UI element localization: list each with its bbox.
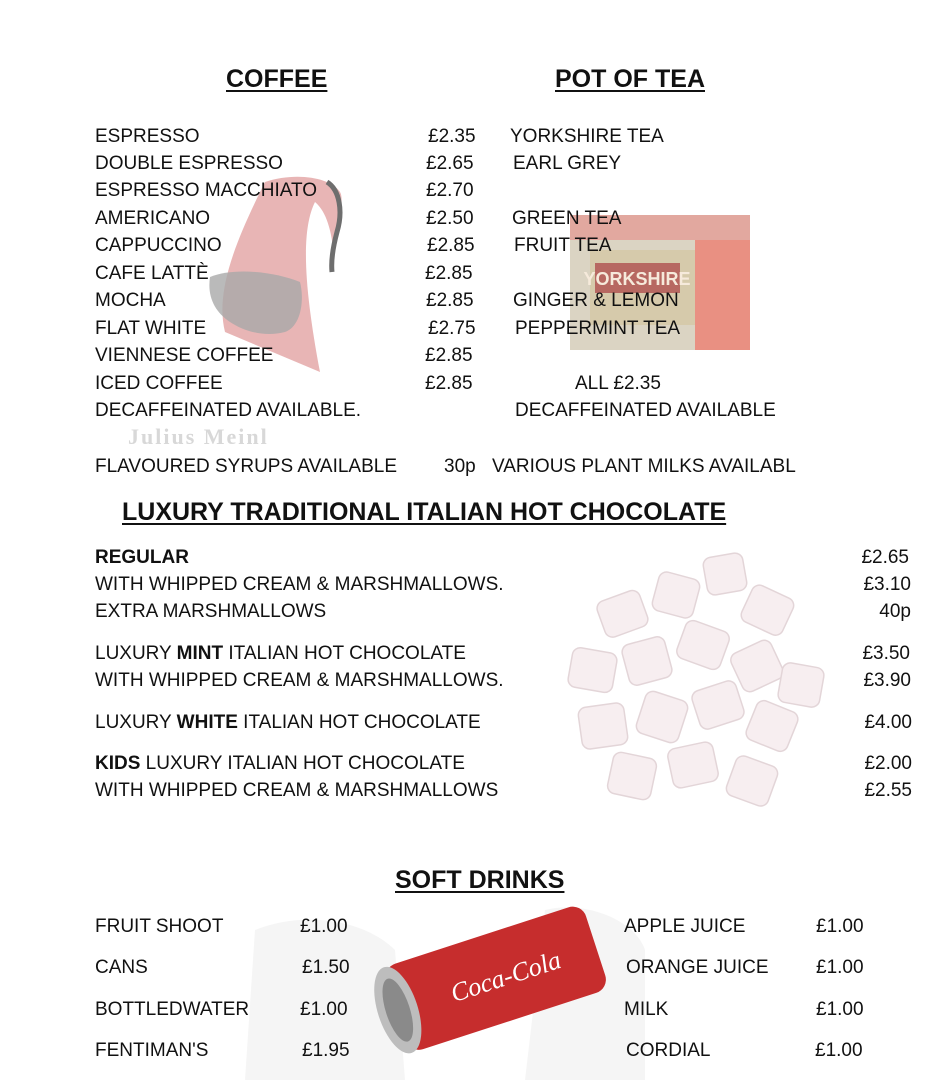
coffee-item-name: ESPRESSO MACCHIATO: [95, 180, 318, 201]
soft-drink-name: MILK: [624, 999, 669, 1020]
hc-kids-bold: KIDS: [95, 753, 141, 774]
coffee-item-price: £2.35: [428, 126, 476, 147]
tea-decaf-note: DECAFFEINATED AVAILABLE: [515, 400, 776, 421]
coffee-heading: COFFEE: [226, 65, 328, 93]
hc-white-label: [95, 712, 481, 734]
coffee-item-price: £2.65: [426, 153, 474, 174]
tea-item: GREEN TEA: [512, 208, 622, 229]
coffee-item-price: £2.85: [425, 345, 473, 366]
hc-kids-cream-label: WITH WHIPPED CREAM & MARSHMALLOWS: [95, 780, 499, 801]
tea-item: PEPPERMINT TEA: [515, 318, 681, 339]
tea-heading: POT OF TEA: [555, 65, 705, 93]
coffee-item-price: £2.85: [426, 290, 474, 311]
soft-drink-name: CORDIAL: [626, 1040, 711, 1061]
soft-drink-name: FRUIT SHOOT: [95, 916, 224, 937]
hc-white-post: ITALIAN HOT CHOCOLATE: [237, 712, 481, 733]
tea-item: GINGER & LEMON: [513, 290, 679, 311]
coffee-item-name: DOUBLE ESPRESSO: [95, 153, 283, 174]
coffee-item-name: VIENNESE COFFEE: [95, 345, 274, 366]
tea-box-brand: YORKSHIRE: [583, 269, 691, 289]
syrups-price: 30p: [444, 456, 476, 477]
tea-item: FRUIT TEA: [514, 235, 612, 256]
tea-all-price: ALL £2.35: [575, 373, 661, 394]
coffee-item-price: £2.70: [426, 180, 474, 201]
soft-drink-price: £1.00: [300, 999, 348, 1020]
soft-drink-price: £1.95: [302, 1040, 350, 1061]
coffee-item-name: ESPRESSO: [95, 126, 200, 147]
coffee-item-name: MOCHA: [95, 290, 166, 311]
hc-mint-label: [95, 643, 466, 665]
can-brand: Coca-Cola: [446, 945, 565, 1009]
tea-item: YORKSHIRE TEA: [510, 126, 664, 147]
coffee-item-price: £2.75: [428, 318, 476, 339]
hc-regular-cream-price: £3.10: [863, 574, 911, 595]
coffee-item-name: CAFE LATTÈ: [95, 263, 209, 284]
coffee-item-price: £2.85: [425, 373, 473, 394]
coffee-item-name: AMERICANO: [95, 208, 211, 229]
soft-drink-price: £1.00: [816, 916, 864, 937]
coffee-item-price: £2.85: [425, 263, 473, 284]
hc-mint-post: ITALIAN HOT CHOCOLATE: [223, 643, 466, 664]
hc-white-pre: LUXURY: [95, 712, 177, 733]
soft-drink-price: £1.00: [300, 916, 348, 937]
soft-drink-name: FENTIMAN'S: [95, 1040, 209, 1061]
hc-mint-cream-price: £3.90: [863, 670, 911, 691]
soft-drink-name: APPLE JUICE: [624, 916, 746, 937]
hc-mint-pre: LUXURY: [95, 643, 177, 664]
soft-drinks-heading: SOFT DRINKS: [395, 866, 565, 894]
coffee-decaf-note: DECAFFEINATED AVAILABLE.: [95, 400, 362, 421]
hc-extra-marsh-label: EXTRA MARSHMALLOWS: [95, 601, 327, 622]
coffee-item-name: ICED COFFEE: [95, 373, 223, 394]
hc-white-bold: WHITE: [176, 712, 238, 733]
hc-white-price: £4.00: [864, 712, 912, 733]
hc-mint-cream-label: WITH WHIPPED CREAM & MARSHMALLOWS.: [95, 670, 504, 691]
coffee-item-price: £2.50: [426, 208, 474, 229]
coffee-item-name: FLAT WHITE: [95, 318, 207, 339]
soft-drink-price: £1.50: [302, 957, 350, 978]
hc-extra-marsh-price: 40p: [879, 601, 911, 622]
soft-drink-name: ORANGE JUICE: [626, 957, 769, 978]
hc-kids-cream-price: £2.55: [864, 780, 912, 801]
syrups-note: FLAVOURED SYRUPS AVAILABLE: [95, 456, 397, 477]
coffee-item-price: £2.85: [427, 235, 475, 256]
hc-regular-label: REGULAR: [95, 547, 189, 568]
hc-regular-price: £2.65: [861, 547, 909, 568]
hc-kids-post: LUXURY ITALIAN HOT CHOCOLATE: [140, 753, 465, 774]
hc-regular-cream-label: WITH WHIPPED CREAM & MARSHMALLOWS.: [95, 574, 504, 595]
hc-mint-bold: MINT: [176, 643, 224, 664]
soft-drink-price: £1.00: [816, 957, 864, 978]
soft-drink-price: £1.00: [816, 999, 864, 1020]
soft-drink-name: CANS: [95, 957, 148, 978]
hc-mint-price: £3.50: [862, 643, 910, 664]
hc-kids-price: £2.00: [864, 753, 912, 774]
coffee-item-name: CAPPUCCINO: [95, 235, 222, 256]
tea-item: EARL GREY: [513, 153, 622, 174]
hot-chocolate-heading: LUXURY TRADITIONAL ITALIAN HOT CHOCOLATE: [122, 498, 727, 526]
marshmallows-image: [560, 545, 835, 820]
soft-drink-name: BOTTLEDWATER: [95, 999, 250, 1020]
plant-milks-note: VARIOUS PLANT MILKS AVAILABL: [492, 456, 796, 477]
julius-meinl-logo-text: Julius Meinl: [128, 424, 269, 449]
hc-kids-label: [95, 753, 465, 775]
soft-drink-price: £1.00: [815, 1040, 863, 1061]
